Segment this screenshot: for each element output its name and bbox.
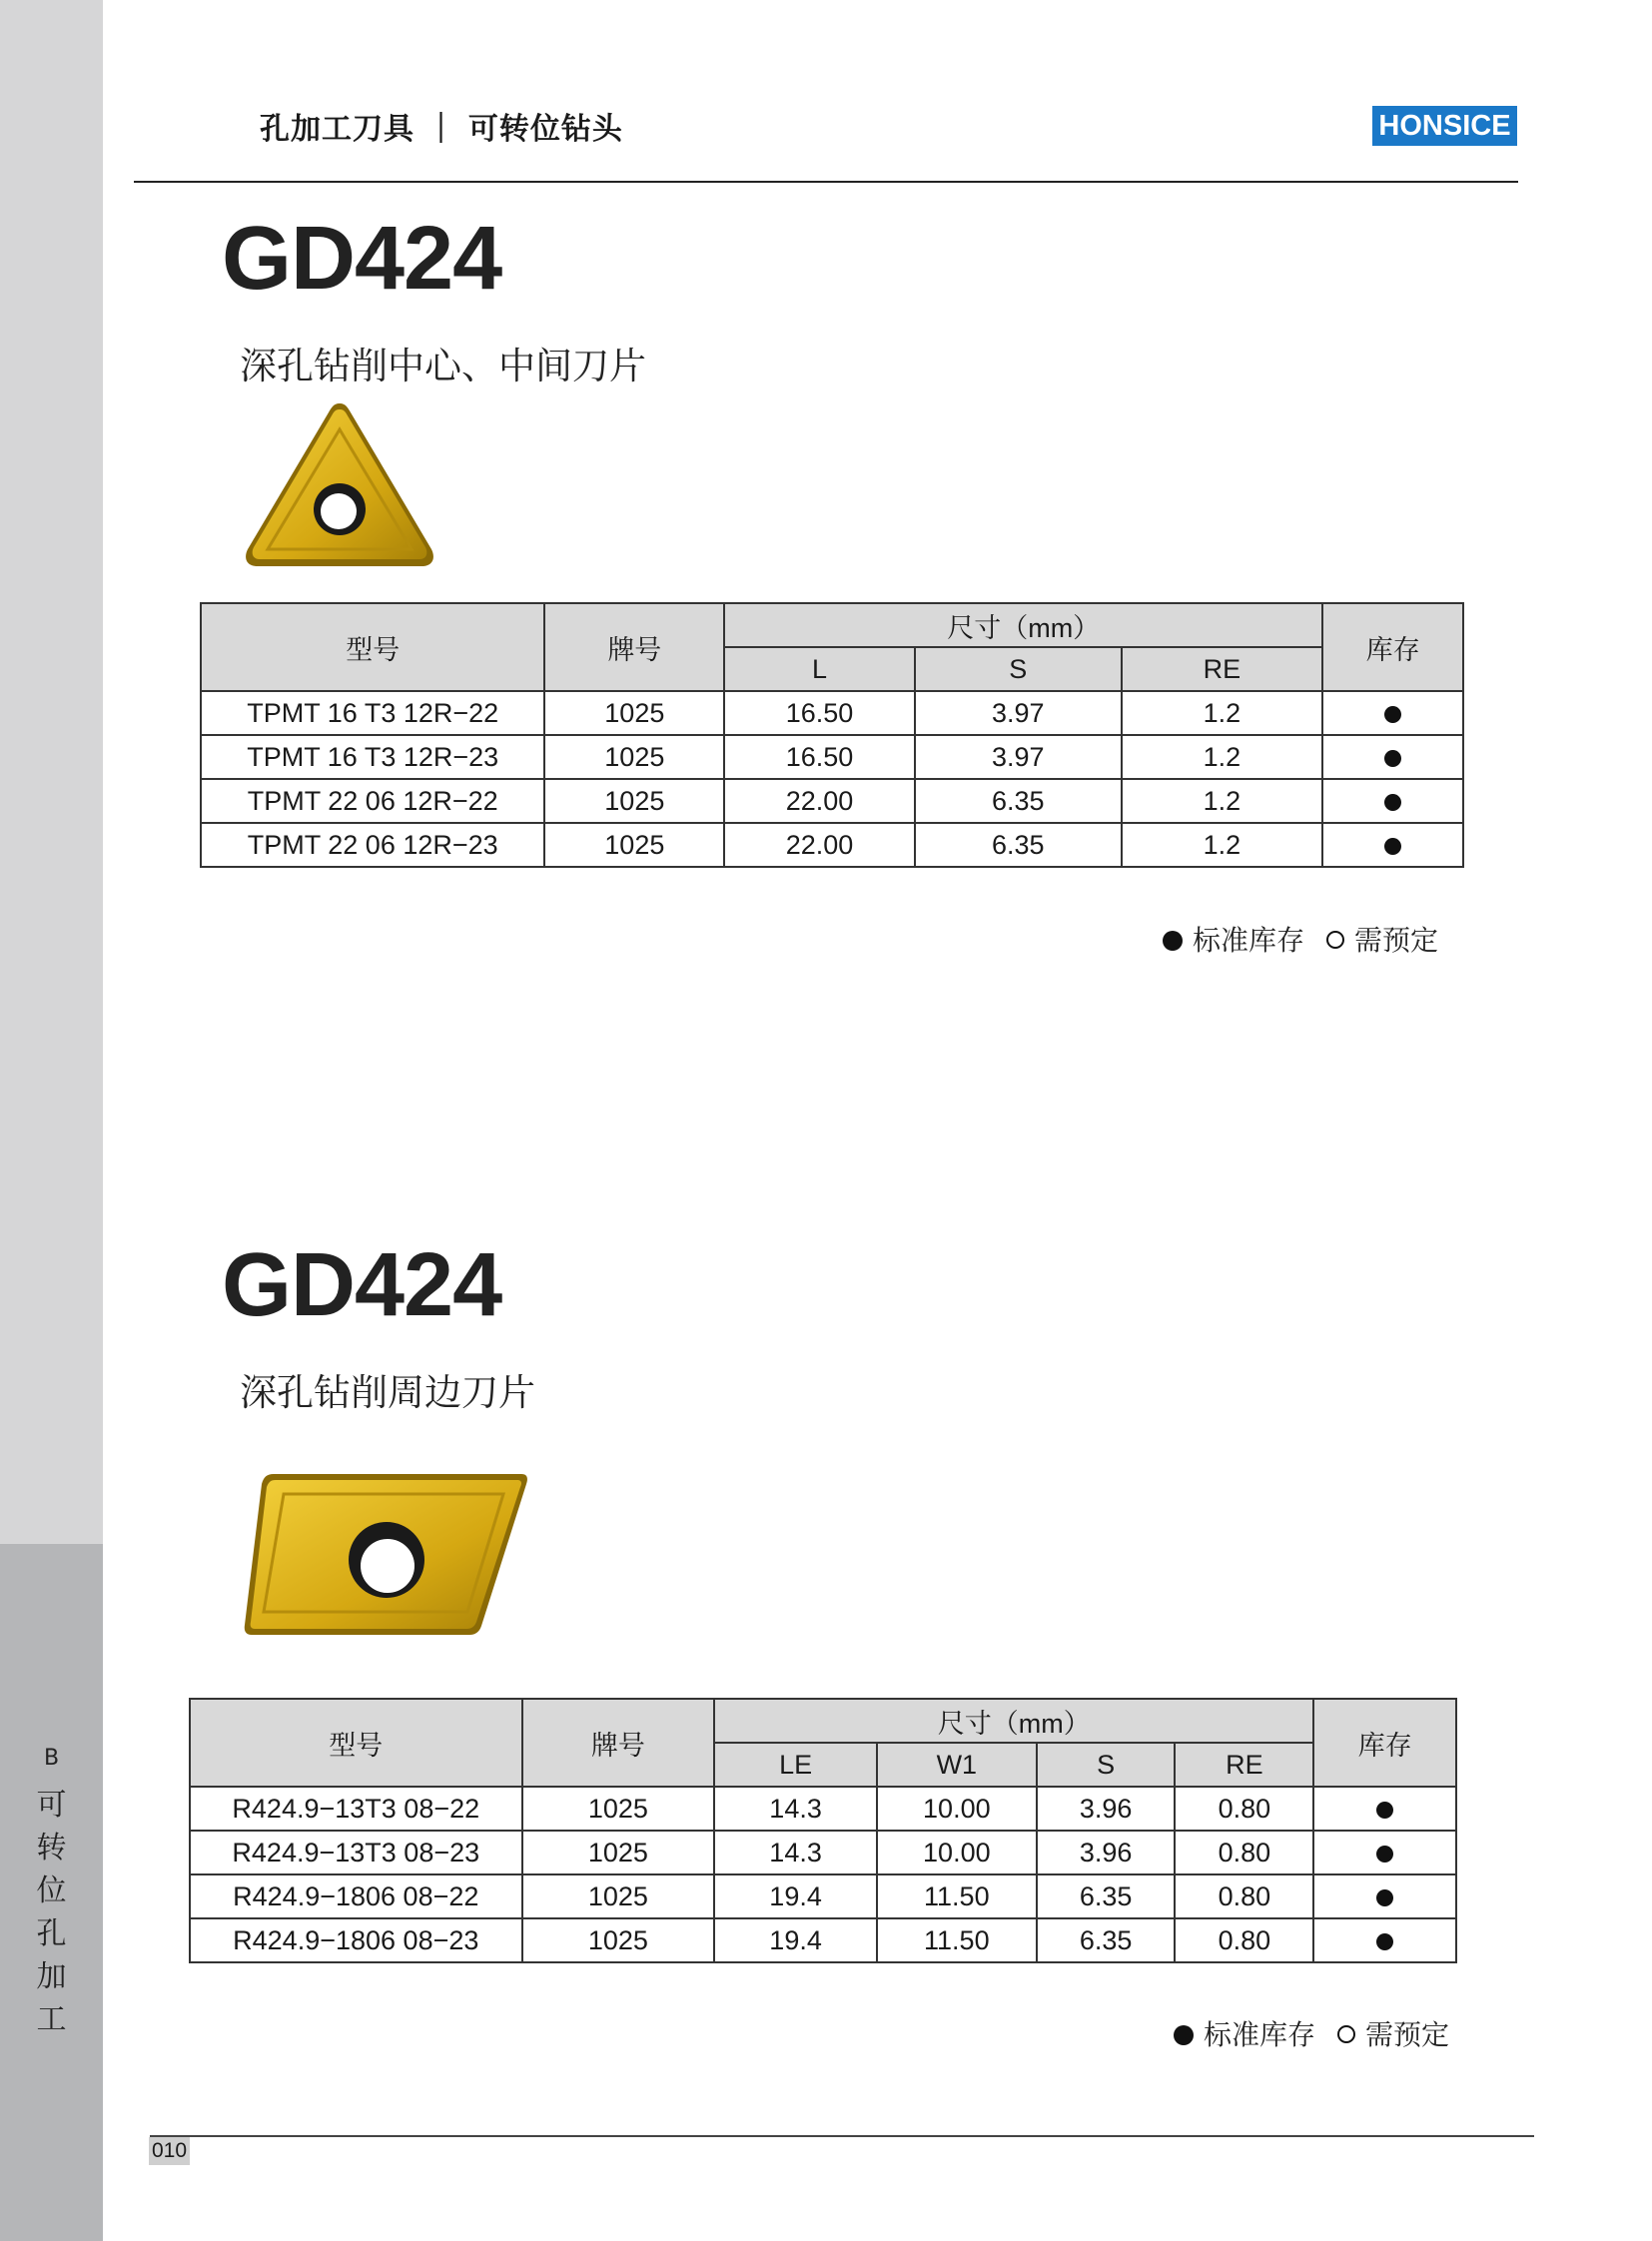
- cell-s: 6.35: [915, 779, 1122, 823]
- cell-re: 1.2: [1122, 691, 1323, 735]
- cell-w1: 11.50: [877, 1874, 1037, 1918]
- cell-s: 3.96: [1037, 1787, 1176, 1831]
- cell-re: 1.2: [1122, 823, 1323, 867]
- header-dimensions: 尺寸（mm）: [724, 603, 1322, 647]
- cell-le: 14.3: [714, 1787, 877, 1831]
- cell-model: TPMT 22 06 12R−23: [201, 823, 544, 867]
- sidebar-char: 孔: [36, 1916, 67, 1951]
- order-required-ring-icon: [1326, 931, 1344, 949]
- cell-stock: [1322, 823, 1463, 867]
- standard-stock-dot-icon: [1174, 2025, 1194, 2045]
- header-dim-s: S: [1037, 1743, 1176, 1787]
- header-dimensions: 尺寸（mm）: [714, 1699, 1313, 1743]
- order-required-ring-icon: [1337, 2025, 1355, 2043]
- cell-re: 0.80: [1175, 1874, 1313, 1918]
- stock-standard-dot-icon: [1376, 1846, 1393, 1863]
- header-title: 孔加工刀具 ｜ 可转位钻头: [260, 112, 623, 147]
- cell-le: 19.4: [714, 1918, 877, 1962]
- cell-stock: [1322, 735, 1463, 779]
- sidebar-char: 位: [36, 1873, 67, 1908]
- cell-s: 3.97: [915, 735, 1122, 779]
- table-row: [190, 1918, 1456, 1962]
- header-grade: 牌号: [544, 603, 724, 691]
- cell-w1: 11.50: [877, 1918, 1037, 1962]
- section2-stock-legend: [1174, 2013, 1449, 2053]
- brand-logo: HONSICE: [1372, 106, 1517, 146]
- cell-le: 19.4: [714, 1874, 877, 1918]
- header-dim-s: S: [915, 647, 1122, 691]
- page-number: 010: [149, 2137, 190, 2165]
- cell-stock: [1313, 1918, 1456, 1962]
- header-divider: [134, 181, 1518, 183]
- header-model: 型号: [201, 603, 544, 691]
- header-stock: 库存: [1322, 603, 1463, 691]
- stock-standard-dot-icon: [1376, 1889, 1393, 1906]
- section1-stock-legend: [1163, 919, 1438, 959]
- header-dim-l: L: [724, 647, 915, 691]
- cell-l: 16.50: [724, 735, 915, 779]
- legend-standard-label: 标准库存: [1193, 924, 1305, 957]
- section2-model-title: GD424: [222, 1235, 502, 1335]
- cell-re: 1.2: [1122, 779, 1323, 823]
- stock-standard-dot-icon: [1384, 706, 1401, 723]
- stock-standard-dot-icon: [1384, 794, 1401, 811]
- cell-s: 6.35: [1037, 1874, 1176, 1918]
- cell-w1: 10.00: [877, 1831, 1037, 1874]
- cell-s: 6.35: [915, 823, 1122, 867]
- cell-grade: 1025: [522, 1831, 715, 1874]
- cell-grade: 1025: [522, 1787, 715, 1831]
- cell-re: 1.2: [1122, 735, 1323, 779]
- header-model: 型号: [190, 1699, 522, 1787]
- table-row: [190, 1831, 1456, 1874]
- sidebar-char: 工: [36, 2002, 67, 2037]
- cell-s: 3.96: [1037, 1831, 1176, 1874]
- sidebar-chapter-title: [0, 1784, 103, 2041]
- header-dim-re: RE: [1175, 1743, 1313, 1787]
- legend-order-label: 需预定: [1354, 924, 1439, 957]
- stock-standard-dot-icon: [1384, 838, 1401, 855]
- section1-subtitle: 深孔钻削中心、中间刀片: [240, 345, 646, 387]
- cell-grade: 1025: [544, 823, 724, 867]
- cell-re: 0.80: [1175, 1831, 1313, 1874]
- cell-stock: [1322, 691, 1463, 735]
- cell-stock: [1313, 1874, 1456, 1918]
- section1-spec-table: [200, 602, 1464, 868]
- cell-model: R424.9−1806 08−22: [190, 1874, 522, 1918]
- sidebar-top-band: [0, 0, 103, 1544]
- cell-l: 16.50: [724, 691, 915, 735]
- cell-re: 0.80: [1175, 1787, 1313, 1831]
- table-row: [190, 1787, 1456, 1831]
- cell-model: TPMT 22 06 12R−22: [201, 779, 544, 823]
- cell-l: 22.00: [724, 823, 915, 867]
- legend-standard-label: 标准库存: [1204, 2018, 1316, 2051]
- table-row: [201, 735, 1463, 779]
- header-dim-le: LE: [714, 1743, 877, 1787]
- cell-stock: [1313, 1831, 1456, 1874]
- section2-subtitle: 深孔钻削周边刀片: [240, 1371, 535, 1414]
- legend-order-label: 需预定: [1365, 2018, 1450, 2051]
- cell-stock: [1313, 1787, 1456, 1831]
- cell-model: TPMT 16 T3 12R−23: [201, 735, 544, 779]
- cell-s: 6.35: [1037, 1918, 1176, 1962]
- stock-standard-dot-icon: [1384, 750, 1401, 767]
- cell-grade: 1025: [522, 1874, 715, 1918]
- sidebar-char: 可: [36, 1788, 67, 1823]
- cell-s: 3.97: [915, 691, 1122, 735]
- section1-model-title: GD424: [222, 209, 502, 309]
- table-row: [201, 823, 1463, 867]
- cell-model: R424.9−1806 08−23: [190, 1918, 522, 1962]
- cell-l: 22.00: [724, 779, 915, 823]
- header-grade: 牌号: [522, 1699, 715, 1787]
- cell-model: TPMT 16 T3 12R−22: [201, 691, 544, 735]
- rhombic-insert-image: [242, 1472, 531, 1638]
- cell-w1: 10.00: [877, 1787, 1037, 1831]
- sidebar-chapter-letter: B: [43, 1746, 60, 1771]
- cell-grade: 1025: [544, 691, 724, 735]
- sidebar-char: 加: [36, 1959, 67, 1994]
- sidebar-char: 转: [36, 1831, 67, 1866]
- cell-re: 0.80: [1175, 1918, 1313, 1962]
- cell-grade: 1025: [544, 735, 724, 779]
- table-row: [190, 1874, 1456, 1918]
- footer-divider: [150, 2135, 1534, 2137]
- cell-grade: 1025: [544, 779, 724, 823]
- section2-spec-table: [189, 1698, 1457, 1963]
- cell-model: R424.9−13T3 08−23: [190, 1831, 522, 1874]
- header-dim-w1: W1: [877, 1743, 1037, 1787]
- cell-model: R424.9−13T3 08−22: [190, 1787, 522, 1831]
- triangular-insert-image: [240, 399, 439, 574]
- cell-stock: [1322, 779, 1463, 823]
- table-row: [201, 779, 1463, 823]
- stock-standard-dot-icon: [1376, 1933, 1393, 1950]
- cell-le: 14.3: [714, 1831, 877, 1874]
- header-stock: 库存: [1313, 1699, 1456, 1787]
- table-row: [201, 691, 1463, 735]
- stock-standard-dot-icon: [1376, 1802, 1393, 1819]
- standard-stock-dot-icon: [1163, 931, 1183, 951]
- cell-grade: 1025: [522, 1918, 715, 1962]
- header-dim-re: RE: [1122, 647, 1323, 691]
